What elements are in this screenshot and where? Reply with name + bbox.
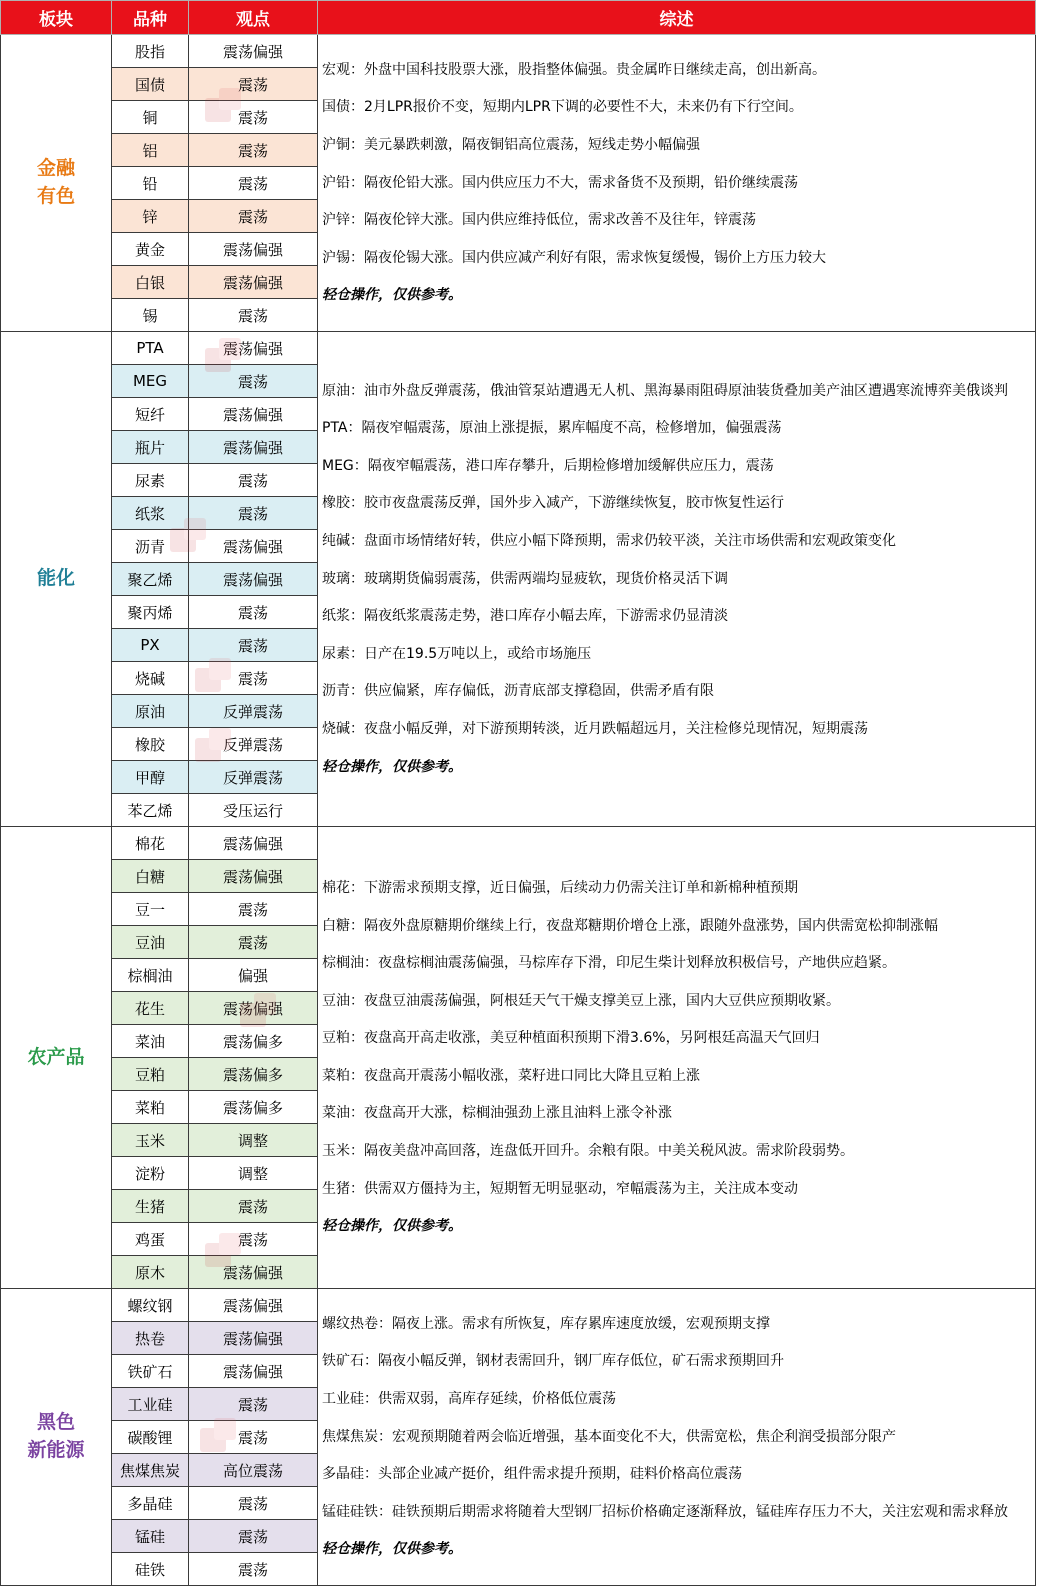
variety-cell: 花生 xyxy=(112,992,189,1025)
variety-cell: 苯乙烯 xyxy=(112,794,189,827)
variety-cell: 生猪 xyxy=(112,1190,189,1223)
header-sector: 板块 xyxy=(1,1,112,35)
summary-line: 纯碱：盘面市场情绪好转，供应小幅下降预期，需求仍较平淡，关注市场供需和宏观政策变化 xyxy=(322,533,896,549)
view-cell: 震荡偏强 xyxy=(189,530,318,563)
view-cell: 震荡 xyxy=(189,1520,318,1553)
variety-cell: 热卷 xyxy=(112,1322,189,1355)
variety-cell: PTA xyxy=(112,332,189,365)
variety-cell: 螺纹钢 xyxy=(112,1289,189,1322)
variety-cell: 聚乙烯 xyxy=(112,563,189,596)
summary-line: 豆粕：夜盘高开高走收涨，美豆种植面积预期下滑3.6%，另阿根廷高温天气回归 xyxy=(322,1030,820,1047)
summary-line: 沪铅：隔夜伦铅大涨。国内供应压力不大，需求备货不及预期，铅价继续震荡 xyxy=(322,174,798,191)
view-cell: 震荡偏强 xyxy=(189,992,318,1025)
variety-cell: 锡 xyxy=(112,299,189,332)
variety-cell: 玉米 xyxy=(112,1124,189,1157)
variety-cell: 纸浆 xyxy=(112,497,189,530)
summary-line: 菜粕：夜盘高开震荡小幅收涨，菜籽进口同比大降且豆粕上涨 xyxy=(322,1067,700,1084)
summary-line: 玉米：隔夜美盘冲高回落，连盘低开回升。余粮有限。中美关税风波。需求阶段弱势。 xyxy=(322,1143,854,1160)
variety-cell: 碳酸锂 xyxy=(112,1421,189,1454)
summary-cell xyxy=(318,332,1036,827)
view-cell: 震荡偏强 xyxy=(189,1289,318,1322)
view-cell: 震荡偏强 xyxy=(189,266,318,299)
view-cell: 震荡 xyxy=(189,134,318,167)
view-cell: 震荡偏强 xyxy=(189,431,318,464)
view-cell: 震荡 xyxy=(189,68,318,101)
view-cell: 震荡偏强 xyxy=(189,332,318,365)
view-cell: 调整 xyxy=(189,1124,318,1157)
summary-line: 焦煤焦炭：宏观预期随着两会临近增强，基本面变化不大，供需宽松，焦企利润受损部分限产 xyxy=(322,1428,896,1445)
view-cell: 震荡偏强 xyxy=(189,398,318,431)
variety-cell: 瓶片 xyxy=(112,431,189,464)
view-cell: 震荡 xyxy=(189,497,318,530)
summary-line: 沪锡：隔夜伦锡大涨。国内供应减产利好有限，需求恢复缓慢，锡价上方压力较大 xyxy=(322,249,826,266)
view-cell: 反弹震荡 xyxy=(189,761,318,794)
variety-cell: 菜油 xyxy=(112,1025,189,1058)
variety-cell: 白糖 xyxy=(112,860,189,893)
view-cell: 震荡偏强 xyxy=(189,563,318,596)
view-cell: 震荡 xyxy=(189,200,318,233)
variety-cell: 铜 xyxy=(112,101,189,134)
header-summary: 综述 xyxy=(318,1,1036,35)
view-cell: 震荡 xyxy=(189,1223,318,1256)
advice-note: 轻仓操作，仅供参考。 xyxy=(322,758,462,775)
summary-line: 工业硅：供需双弱，高库存延续，价格低位震荡 xyxy=(322,1391,616,1407)
variety-cell: 原油 xyxy=(112,695,189,728)
variety-cell: 棉花 xyxy=(112,827,189,860)
variety-cell: 铝 xyxy=(112,134,189,167)
summary-line: 国债：2月LPR报价不变，短期内LPR下调的必要性不大，未来仍有下行空间。 xyxy=(322,99,803,116)
variety-cell: 豆粕 xyxy=(112,1058,189,1091)
summary-line: 宏观：外盘中国科技股票大涨，股指整体偏强。贵金属昨日继续走高，创出新高。 xyxy=(322,61,826,78)
view-cell: 震荡 xyxy=(189,167,318,200)
view-cell: 震荡 xyxy=(189,926,318,959)
variety-cell: 橡胶 xyxy=(112,728,189,761)
summary-line: 铁矿石：隔夜小幅反弹，钢材表需回升，钢厂库存低位，矿石需求预期回升 xyxy=(322,1353,784,1370)
summary-line: 橡胶：胶市夜盘震荡反弹，国外步入减产，下游继续恢复，胶市恢复性运行 xyxy=(322,495,784,512)
variety-cell: 聚丙烯 xyxy=(112,596,189,629)
summary-line: 尿素：日产在19.5万吨以上，或给市场施压 xyxy=(322,645,592,662)
variety-cell: 沥青 xyxy=(112,530,189,563)
summary-line: 多晶硅：头部企业减产挺价，组件需求提升预期，硅料价格高位震荡 xyxy=(322,1466,742,1483)
view-cell: 震荡偏强 xyxy=(189,827,318,860)
advice-note: 轻仓操作，仅供参考。 xyxy=(322,1541,462,1558)
sector-name: 能化 xyxy=(1,332,112,827)
table-body xyxy=(1,35,1036,1586)
variety-cell: 焦煤焦炭 xyxy=(112,1454,189,1487)
view-cell: 震荡偏强 xyxy=(189,35,318,68)
variety-cell: 锌 xyxy=(112,200,189,233)
variety-cell: 铁矿石 xyxy=(112,1355,189,1388)
variety-cell: 硅铁 xyxy=(112,1553,189,1586)
variety-cell: 铅 xyxy=(112,167,189,200)
table-row xyxy=(1,332,1036,365)
view-cell: 高位震荡 xyxy=(189,1454,318,1487)
view-cell: 震荡 xyxy=(189,365,318,398)
summary-line: 生猪：供需双方僵持为主，短期暂无明显驱动，窄幅震荡为主，关注成本变动 xyxy=(322,1180,798,1197)
variety-cell: 国债 xyxy=(112,68,189,101)
view-cell: 震荡 xyxy=(189,101,318,134)
advice-note: 轻仓操作，仅供参考。 xyxy=(322,1218,462,1235)
variety-cell: 烧碱 xyxy=(112,662,189,695)
view-cell: 震荡偏强 xyxy=(189,860,318,893)
summary-line: MEG：隔夜窄幅震荡，港口库存攀升，后期检修增加缓解供应压力，震荡 xyxy=(322,457,774,474)
view-cell: 震荡 xyxy=(189,1388,318,1421)
view-cell: 震荡偏强 xyxy=(189,1322,318,1355)
header-view: 观点 xyxy=(189,1,318,35)
summary-line: 烧碱：夜盘小幅反弹，对下游预期转淡，近月跌幅超远月，关注检修兑现情况，短期震荡 xyxy=(322,720,868,737)
summary-line: PTA：隔夜窄幅震荡，原油上涨提振，累库幅度不高，检修增加，偏强震荡 xyxy=(322,420,782,437)
summary-cell xyxy=(318,1289,1036,1586)
view-cell: 震荡偏多 xyxy=(189,1091,318,1124)
variety-cell: 白银 xyxy=(112,266,189,299)
view-cell: 震荡偏多 xyxy=(189,1058,318,1091)
view-cell: 反弹震荡 xyxy=(189,695,318,728)
view-cell: 震荡 xyxy=(189,1553,318,1586)
variety-cell: 多晶硅 xyxy=(112,1487,189,1520)
summary-line: 玻璃：玻璃期货偏弱震荡，供需两端均显疲软，现货价格灵活下调 xyxy=(322,570,728,587)
view-cell: 震荡 xyxy=(189,1487,318,1520)
variety-cell: 鸡蛋 xyxy=(112,1223,189,1256)
table-row xyxy=(1,35,1036,68)
variety-cell: MEG xyxy=(112,365,189,398)
sector-name: 黑色 新能源 xyxy=(1,1289,112,1586)
variety-cell: 豆油 xyxy=(112,926,189,959)
view-cell: 调整 xyxy=(189,1157,318,1190)
variety-cell: 股指 xyxy=(112,35,189,68)
variety-cell: 淀粉 xyxy=(112,1157,189,1190)
sector-name: 农产品 xyxy=(1,827,112,1289)
view-cell: 震荡 xyxy=(189,1190,318,1223)
view-cell: 偏强 xyxy=(189,959,318,992)
variety-cell: 锰硅 xyxy=(112,1520,189,1553)
summary-line: 棕榈油：夜盘棕榈油震荡偏强，马棕库存下滑，印尼生柴计划释放积极信号，产地供应趋紧。 xyxy=(322,955,896,972)
view-cell: 震荡偏强 xyxy=(189,1256,318,1289)
view-cell: 震荡偏强 xyxy=(189,1355,318,1388)
variety-cell: PX xyxy=(112,629,189,662)
table-row xyxy=(1,827,1036,860)
view-cell: 震荡偏强 xyxy=(189,233,318,266)
view-cell: 震荡 xyxy=(189,299,318,332)
summary-line: 棉花：下游需求预期支撑，近日偏强，后续动力仍需关注订单和新棉种植预期 xyxy=(322,879,798,896)
summary-line: 锰硅硅铁：硅铁预期后期需求将随着大型钢厂招标价格确定逐渐释放，锰硅库存压力不大，关注宏观和需求释放 xyxy=(322,1503,1008,1520)
table-row xyxy=(1,1289,1036,1322)
summary-line: 纸浆：隔夜纸浆震荡走势，港口库存小幅去库，下游需求仍显清淡 xyxy=(322,608,728,625)
summary-line: 沪锌：隔夜伦锌大涨。国内供应维持低位，需求改善不及往年，锌震荡 xyxy=(322,212,756,229)
summary-line: 菜油：夜盘高开大涨，棕榈油强劲上涨且油料上涨令补涨 xyxy=(322,1105,672,1122)
view-cell: 受压运行 xyxy=(189,794,318,827)
view-cell: 震荡 xyxy=(189,596,318,629)
view-cell: 震荡 xyxy=(189,893,318,926)
view-cell: 震荡 xyxy=(189,662,318,695)
variety-cell: 原木 xyxy=(112,1256,189,1289)
view-cell: 反弹震荡 xyxy=(189,728,318,761)
summary-line: 豆油：夜盘豆油震荡偏强，阿根廷天气干燥支撑美豆上涨，国内大豆供应预期收紧。 xyxy=(322,992,840,1009)
view-cell: 震荡 xyxy=(189,629,318,662)
variety-cell: 棕榈油 xyxy=(112,959,189,992)
variety-cell: 黄金 xyxy=(112,233,189,266)
view-cell: 震荡 xyxy=(189,1421,318,1454)
summary-cell xyxy=(318,35,1036,332)
view-cell: 震荡 xyxy=(189,464,318,497)
variety-cell: 短纤 xyxy=(112,398,189,431)
view-cell: 震荡偏多 xyxy=(189,1025,318,1058)
summary-line: 螺纹热卷：隔夜上涨。需求有所恢复，库存累库速度放缓，宏观预期支撑 xyxy=(322,1315,770,1332)
summary-line: 白糖：隔夜外盘原糖期价继续上行，夜盘郑糖期价增仓上涨，跟随外盘涨势，国内供需宽松抑制涨幅 xyxy=(322,917,938,934)
summary-line: 沥青：供应偏紧，库存偏低，沥青底部支撑稳固，供需矛盾有限 xyxy=(322,683,714,700)
sector-name: 金融 有色 xyxy=(1,35,112,332)
header-row xyxy=(1,1,1036,35)
variety-cell: 豆一 xyxy=(112,893,189,926)
variety-cell: 菜粕 xyxy=(112,1091,189,1124)
advice-note: 轻仓操作，仅供参考。 xyxy=(322,287,462,304)
summary-line: 沪铜：美元暴跌刺激，隔夜铜铝高位震荡，短线走势小幅偏强 xyxy=(322,137,700,153)
variety-cell: 甲醇 xyxy=(112,761,189,794)
variety-cell: 工业硅 xyxy=(112,1388,189,1421)
summary-cell xyxy=(318,827,1036,1289)
summary-line: 原油：油市外盘反弹震荡，俄油管泵站遭遇无人机、黑海暴雨阻碍原油装货叠加美产油区遭遇寒流博弈美俄谈判 xyxy=(322,382,1008,399)
variety-cell: 尿素 xyxy=(112,464,189,497)
header-variety: 品种 xyxy=(112,1,189,35)
